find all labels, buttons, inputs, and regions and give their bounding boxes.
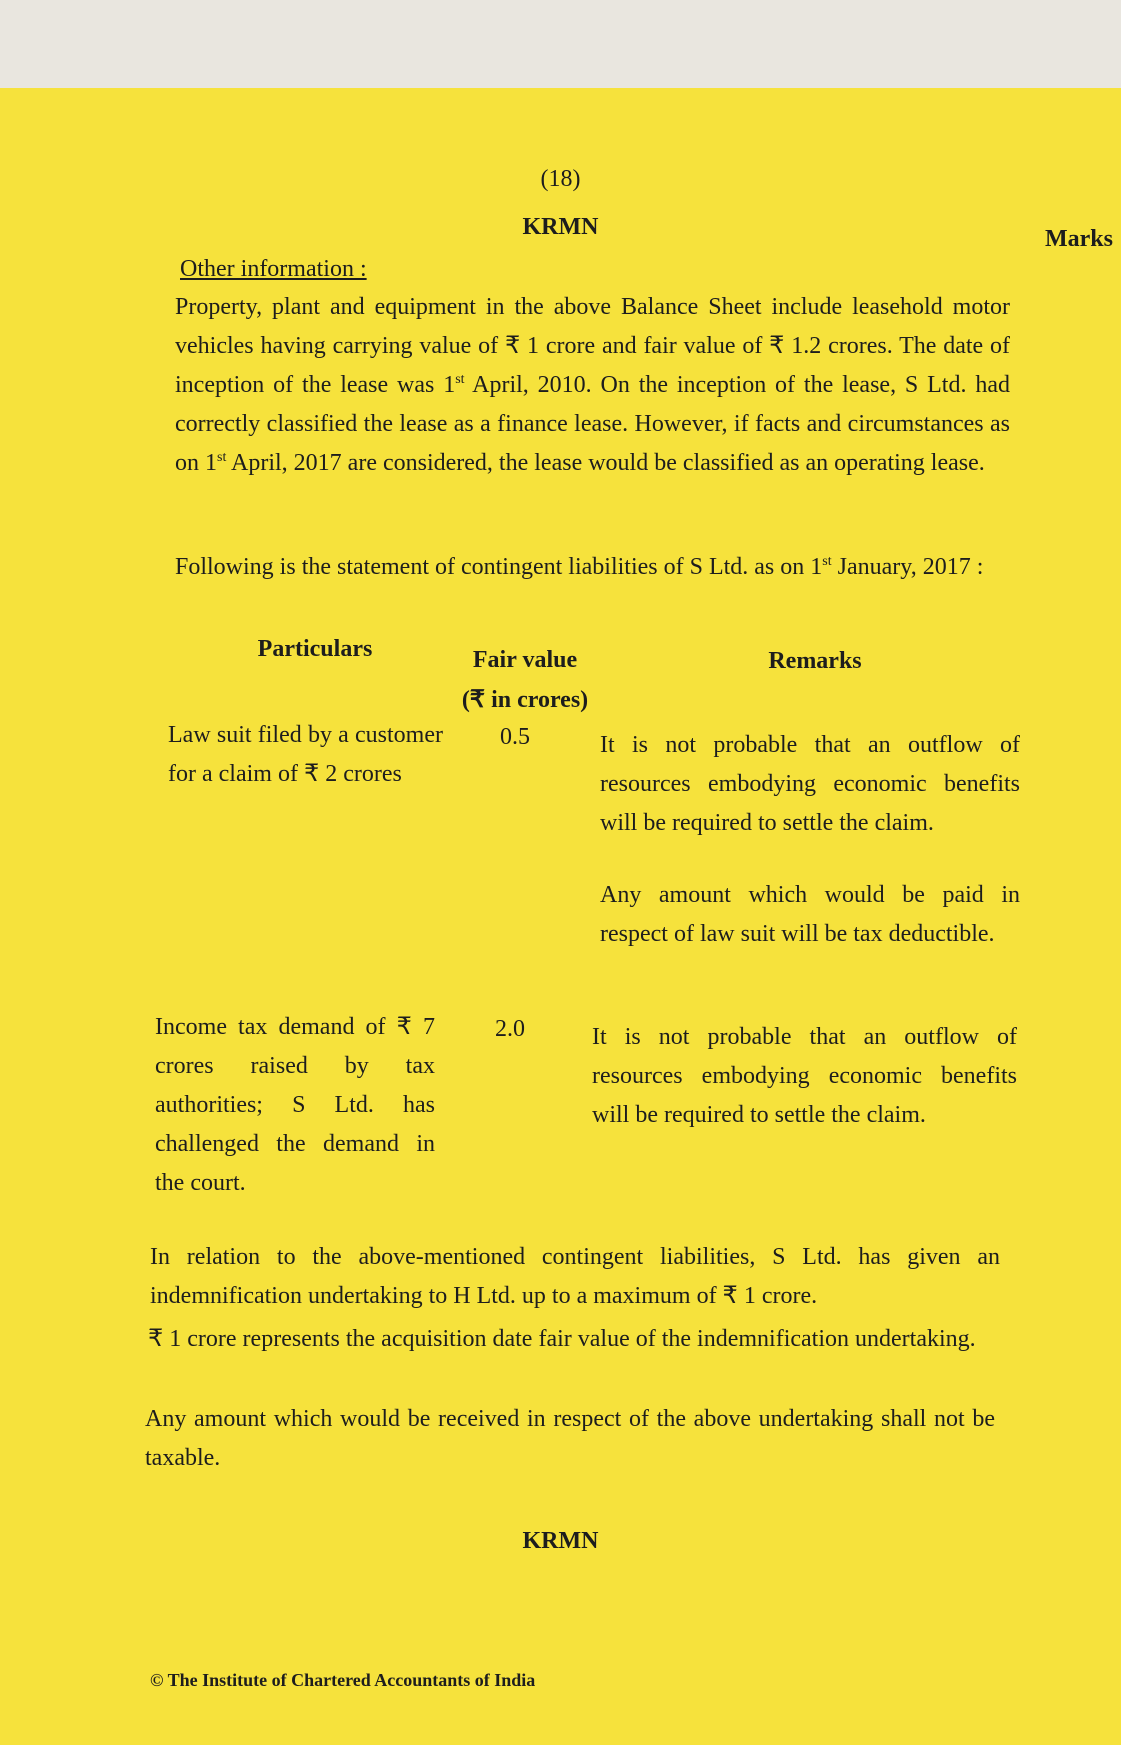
paper-code-bottom: KRMN <box>522 1528 599 1554</box>
row2-particulars: Income tax demand of ₹ 7 crores raised by tax authorities; S Ltd. has challenged the demand in the court. <box>155 1014 435 1196</box>
column-header-remarks: Remarks <box>768 648 862 674</box>
column-header-particulars: Particulars <box>257 636 373 662</box>
indemnification-value-paragraph: ₹ 1 crore represents the acquisition date fair value of the indemnification undertaking. <box>148 1326 976 1352</box>
row2-remarks: It is not probable that an outflow of resources embodying economic benefits will be required to settle the claim. <box>592 1024 1017 1128</box>
row1-remarks: It is not probable that an outflow of resources embodying economic benefits will be required to settle the claim. <box>600 732 1020 836</box>
other-information-heading: Other information : <box>180 256 367 282</box>
exam-page <box>0 88 1121 1745</box>
taxability-paragraph: Any amount which would be received in respect of the above undertaking shall not be taxable. <box>145 1406 995 1471</box>
copyright-footer: © The Institute of Chartered Accountants of India <box>150 1670 536 1690</box>
row1-fair-value: 0.5 <box>500 724 530 750</box>
indemnification-paragraph: In relation to the above-mentioned contingent liabilities, S Ltd. has given an indemnification undertaking to H Ltd. up to a maximum of ₹ 1 crore. <box>150 1244 1000 1309</box>
column-header-fair-value: Fair value (₹ in crores) <box>461 647 589 713</box>
row1-particulars: Law suit filed by a customer for a claim of ₹ 2 crores <box>168 722 443 787</box>
page-number: (18) <box>540 166 581 192</box>
row2-fair-value: 2.0 <box>495 1016 525 1042</box>
marks-label: Marks <box>1045 226 1113 252</box>
row1-remarks-extra: Any amount which would be paid in respect of law suit will be tax deductible. <box>600 882 1020 947</box>
lease-paragraph: Property, plant and equipment in the above Balance Sheet include leasehold motor vehicles having carrying value of ₹ 1 crore and fair value of ₹ 1.2 crores. The date of inception of the lease was 1st April, 2010. On the inception of the lease, S Ltd. had correctly classified the lease as a finance lease. However, if facts and circumstances as on 1st April, 2017 are considered, the lease would be classified as an operating lease. <box>175 294 1010 476</box>
paper-code-top: KRMN <box>522 214 599 240</box>
contingent-intro-paragraph: Following is the statement of contingent liabilities of S Ltd. as on 1st January, 2017 : <box>175 554 984 580</box>
